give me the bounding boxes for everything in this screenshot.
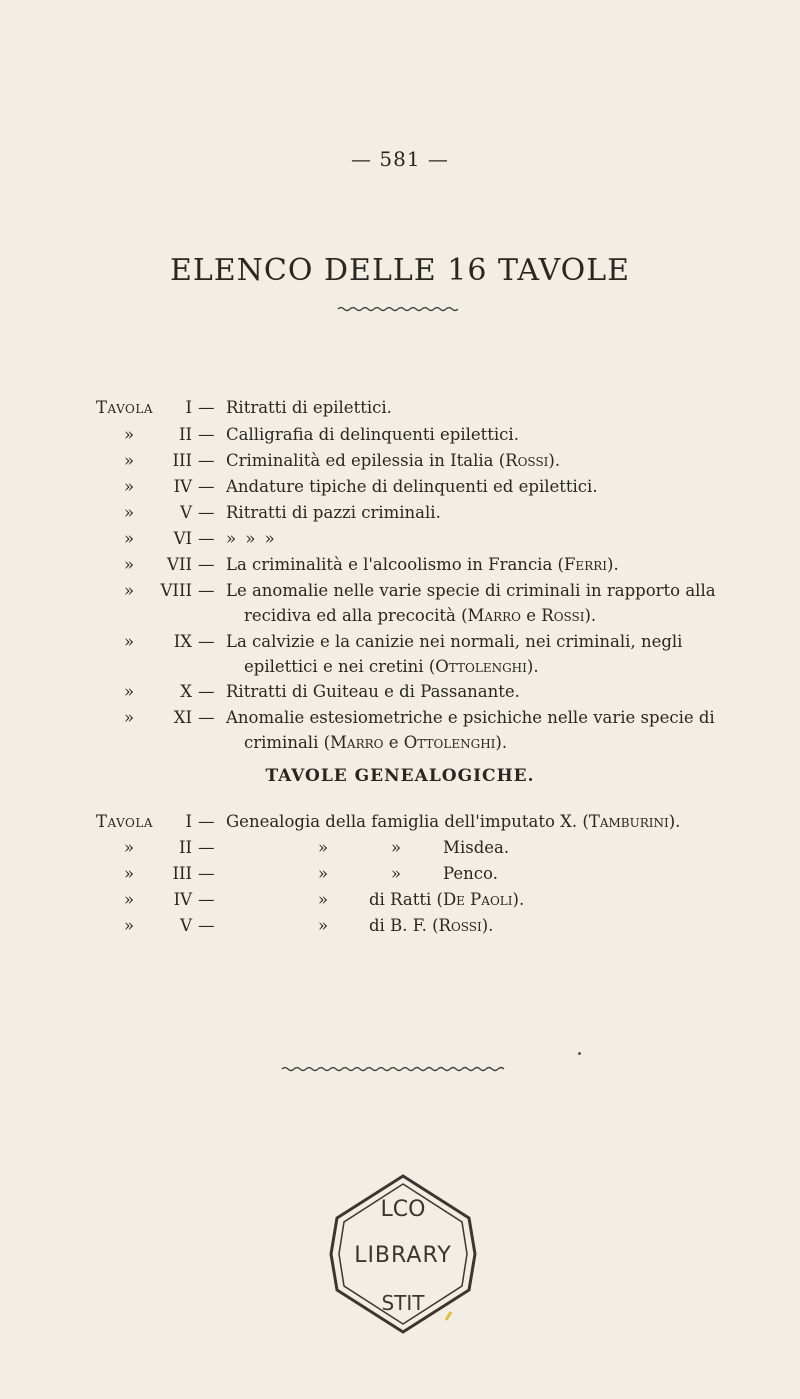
plate-title: Calligrafia di delinquenti epilettici. [226,425,519,444]
ditto-mark: » [124,425,135,444]
plate-number: III [172,864,192,883]
stamp-top-text: LCO [380,1197,426,1222]
plate-title: Criminalità ed epilessia in Italia (Rossi). [226,451,561,470]
genealogy-ditto: » [318,838,329,857]
section-heading: TAVOLE GENEALOGICHE. [265,766,535,786]
plate-title: » » » [226,529,277,548]
plate-number: VIII [160,581,192,600]
ditto-mark: » [124,682,135,701]
dash: — [198,503,215,522]
plate-number: XI [173,708,192,727]
dash: — [198,529,215,548]
genealogy-title: Genealogia della famiglia dell'imputato X. (Tamburini). [226,812,681,831]
ditto-mark: » [124,451,135,470]
plate-title: La calvizie e la canizie nei normali, nei criminali, negli [226,632,683,651]
plate-title: La criminalità e l'alcoolismo in Francia (Ferri). [226,555,619,574]
ditto-mark: » [124,503,135,522]
genealogy-ditto: » [318,916,329,935]
dash: — [198,632,215,651]
plate-title: Andature tipiche di delinquenti ed epilettici. [226,477,598,496]
plate-title: Ritratti di pazzi criminali. [226,503,441,522]
ink-dot [578,1052,581,1055]
dash: — [198,838,215,857]
genealogy-ditto: » [318,864,329,883]
genealogy-title: di Ratti (De Paoli). [369,890,525,909]
plate-title-continued: epilettici e nei cretini (Ottolenghi). [244,657,539,676]
genealogy-title: » Penco. [391,864,498,883]
dash: — [198,451,215,470]
plate-number: IV [173,477,192,496]
plate-number: III [172,451,192,470]
plate-title-continued: criminali (Marro e Ottolenghi). [244,733,508,752]
plate-number: VI [173,529,192,548]
dash: — [198,398,215,417]
dash: — [198,890,215,909]
page-number: — 581 — [351,147,449,171]
ditto-mark: » [124,916,135,935]
genealogy-ditto: » [318,890,329,909]
genealogy-title: di B. F. (Rossi). [369,916,494,935]
library-stamp [321,1172,485,1336]
dash: — [198,425,215,444]
plate-number: IX [173,632,192,651]
stamp-bottom-text: STIT [381,1291,425,1315]
plate-number: I [185,812,192,831]
plate-number: V [180,916,192,935]
plate-label: Tavola [96,812,154,831]
dash: — [198,581,215,600]
dash: — [198,812,215,831]
dash: — [198,477,215,496]
plate-title: Ritratti di Guiteau e di Passanante. [226,682,520,701]
ditto-mark: » [124,838,135,857]
plate-number: I [185,398,192,417]
ditto-mark: » [124,708,135,727]
ditto-mark: » [124,555,135,574]
plate-title: Ritratti di epilettici. [226,398,392,417]
plate-number: IV [173,890,192,909]
ditto-mark: » [124,632,135,651]
plate-title: Le anomalie nelle varie specie di criminali in rapporto alla [226,581,716,600]
plate-number: V [180,503,192,522]
closing-ornament [281,1065,509,1073]
plate-title-continued: recidiva ed alla precocità (Marro e Rossi). [244,606,597,625]
ditto-mark: » [124,477,135,496]
dash: — [198,555,215,574]
ditto-mark: » [124,529,135,548]
dash: — [198,682,215,701]
plate-label: Tavola [96,398,154,417]
stamp-middle-text: LIBRARY [354,1243,452,1268]
page-title: ELENCO DELLE 16 TAVOLE [169,253,631,288]
ditto-mark: » [124,864,135,883]
plate-number: II [178,425,192,444]
plate-number: X [180,682,192,701]
ditto-mark: » [124,581,135,600]
genealogy-title: » Misdea. [391,838,510,857]
dash: — [198,916,215,935]
ditto-mark: » [124,890,135,909]
plate-number: VII [167,555,192,574]
plate-title: Anomalie estesiometriche e psichiche nelle varie specie di [226,708,715,727]
title-ornament [337,305,463,313]
dash: — [198,864,215,883]
plate-number: II [178,838,192,857]
dash: — [198,708,215,727]
